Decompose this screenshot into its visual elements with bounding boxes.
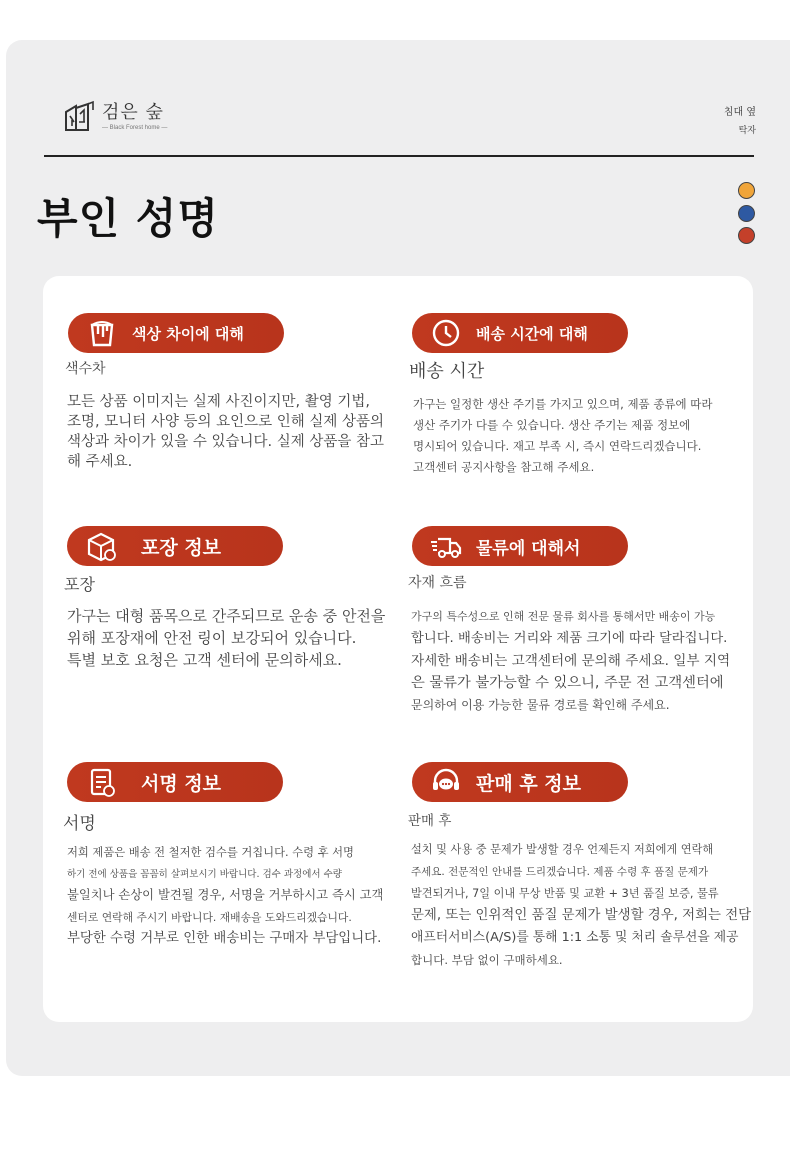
packaging-label: 포장 정보 bbox=[141, 536, 222, 559]
color-line: 모든 상품 이미지는 실제 사진이지만, 촬영 기법, bbox=[67, 394, 371, 410]
signature-line: 불일치나 손상이 발견될 경우, 서명을 거부하시고 즉시 고객 bbox=[67, 888, 384, 902]
color-subtitle: 색수차 bbox=[65, 361, 106, 377]
aftersales-subtitle: 판매 후 bbox=[408, 813, 452, 829]
signature-body bbox=[67, 842, 383, 950]
delivery-line: 가구는 일정한 생산 주기를 가지고 있으며, 제품 종류에 따라 bbox=[413, 397, 713, 411]
forest-house-logo-icon bbox=[62, 100, 96, 134]
tag-line-2: 탁자 bbox=[738, 126, 756, 136]
clock-icon bbox=[426, 313, 466, 353]
aftersales-line: 발견되거나, 7일 이내 무상 반품 및 교환 + 3년 품질 보증, 물류 bbox=[411, 887, 719, 900]
logistics-line: 가구의 특수성으로 인해 전문 물류 회사를 통해서만 배송이 가능 bbox=[411, 610, 716, 623]
logistics-pill bbox=[412, 526, 628, 566]
page-title: 부인 성명 bbox=[37, 194, 219, 243]
logistics-body bbox=[411, 606, 730, 716]
delivery-line: 명시되어 있습니다. 재고 부족 시, 즉시 연락드리겠습니다. bbox=[413, 439, 702, 453]
aftersales-line: 주세요. 전문적인 안내를 드리겠습니다. 제품 수령 후 품질 문제가 bbox=[411, 866, 709, 878]
category-tags bbox=[724, 104, 756, 140]
aftersales-line: 합니다. 부담 없이 구매하세요. bbox=[411, 953, 563, 967]
packaging-line: 가구는 대형 품목으로 간주되므로 운송 중 안전을 bbox=[67, 607, 386, 625]
logistics-line: 자세한 배송비는 고객센터에 문의해 주세요. 일부 지역 bbox=[411, 653, 731, 669]
color-difference-pill bbox=[68, 313, 284, 353]
packaging-line: 위해 포장재에 안전 링이 보강되어 있습니다. bbox=[67, 629, 357, 647]
aftersales-line: 문제, 또는 인위적인 품질 문제가 발생할 경우, 저희는 전담 bbox=[411, 908, 752, 923]
color-line: 해 주세요. bbox=[67, 454, 133, 470]
packaging-pill bbox=[67, 526, 283, 566]
brand-name: 검은 숲 bbox=[102, 102, 164, 123]
signature-pill bbox=[67, 762, 283, 802]
aftersales-line: 설치 및 사용 중 문제가 발생할 경우 언제든지 저희에게 연락해 bbox=[411, 843, 714, 856]
delivery-time-pill bbox=[412, 313, 628, 353]
aftersales-label: 판매 후 정보 bbox=[476, 772, 581, 795]
logistics-line: 합니다. 배송비는 거리와 제품 크기에 따라 달라집니다. bbox=[411, 631, 728, 646]
paint-bucket-icon bbox=[82, 313, 122, 353]
brand-subtitle: — Black Forest home — bbox=[102, 125, 168, 131]
signature-line: 저희 제품은 배송 전 철저한 검수를 거칩니다. 수령 후 서명 bbox=[67, 846, 354, 859]
aftersales-body bbox=[411, 839, 751, 971]
tag-line-1: 침대 옆 bbox=[723, 107, 756, 118]
packaging-subtitle: 포장 bbox=[64, 575, 95, 594]
delivery-time-label: 배송 시간에 대해 bbox=[476, 324, 588, 343]
delivery-subtitle: 배송 시간 bbox=[409, 361, 485, 382]
blue-dot bbox=[738, 205, 755, 222]
color-body bbox=[67, 392, 384, 472]
packaging-body bbox=[67, 605, 385, 671]
aftersales-line: 애프터서비스(A/S)를 통해 1:1 소통 및 처리 솔루션을 제공 bbox=[411, 930, 739, 945]
red-dot bbox=[738, 227, 755, 244]
logistics-label: 물류에 대해서 bbox=[476, 538, 581, 559]
color-line: 색상과 차이가 있을 수 있습니다. 실제 상품을 참고 bbox=[67, 434, 385, 450]
signature-label: 서명 정보 bbox=[141, 772, 222, 795]
box-icon bbox=[81, 526, 121, 566]
delivery-line: 고객센터 공지사항을 참고해 주세요. bbox=[413, 460, 595, 474]
signature-line: 하기 전에 상품을 꼼꼼히 살펴보시기 바랍니다. 검수 과정에서 수량 bbox=[67, 868, 342, 880]
color-line: 조명, 모니터 사양 등의 요인으로 인해 실제 상품의 bbox=[67, 414, 385, 430]
orange-dot bbox=[738, 182, 755, 199]
truck-icon bbox=[426, 526, 466, 566]
clipboard-icon bbox=[81, 762, 121, 802]
logistics-line: 은 물류가 불가능할 수 있으니, 주문 전 고객센터에 bbox=[411, 675, 724, 691]
signature-line: 센터로 연락해 주시기 바랍니다. 재배송을 도와드리겠습니다. bbox=[67, 910, 352, 924]
packaging-line: 특별 보호 요청은 고객 센터에 문의하세요. bbox=[67, 651, 342, 669]
logistics-line: 문의하여 이용 가능한 물류 경로를 확인해 주세요. bbox=[411, 698, 670, 712]
header-divider bbox=[44, 155, 754, 157]
delivery-line: 생산 주기가 다를 수 있습니다. 생산 주기는 제품 정보에 bbox=[413, 418, 691, 432]
headset-chat-icon bbox=[426, 762, 466, 802]
delivery-body bbox=[413, 394, 713, 478]
signature-subtitle: 서명 bbox=[63, 814, 96, 834]
aftersales-pill bbox=[412, 762, 628, 802]
signature-line: 부당한 수령 거부로 인한 배송비는 구매자 부담입니다. bbox=[67, 931, 382, 946]
color-difference-label: 색상 차이에 대해 bbox=[132, 324, 244, 343]
brand-logo bbox=[62, 100, 167, 134]
logistics-subtitle: 자재 흐름 bbox=[408, 575, 467, 591]
